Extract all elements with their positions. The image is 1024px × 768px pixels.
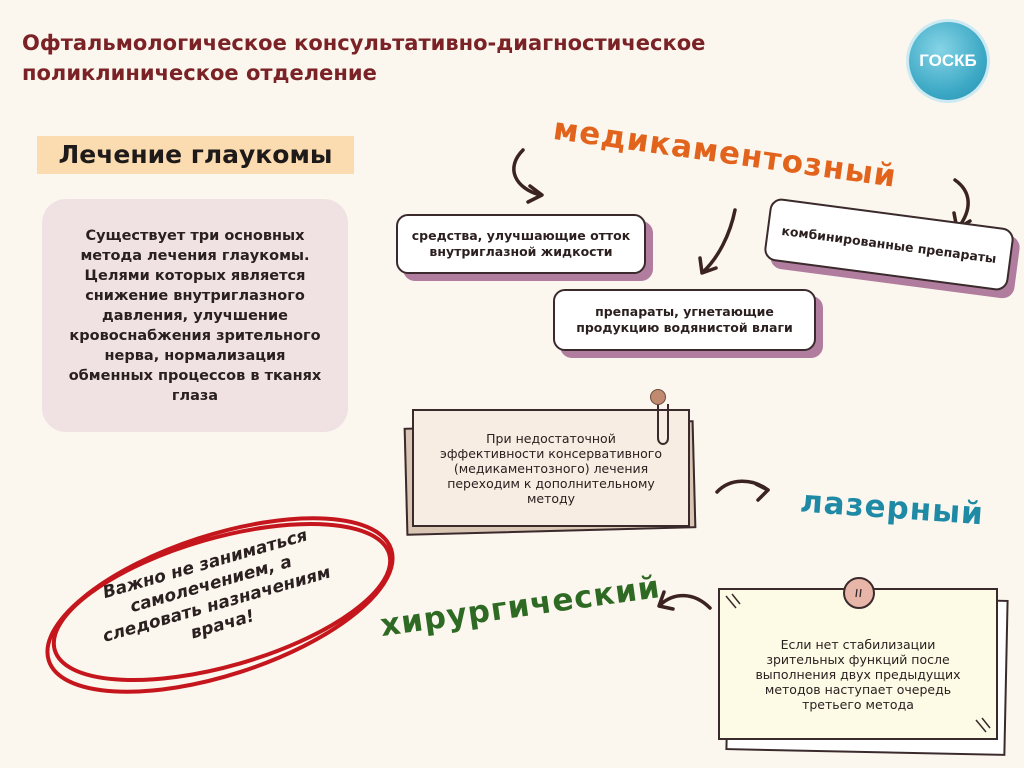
medical-item-suppression — [553, 289, 816, 351]
intro-text: Существует три основных метода лечения глаукомы. Целями которых является снижение внутриглазного давления, улучшение кровоснабжения зрительного нерва, нормализация обменных процессов в тканях глаза — [68, 227, 322, 404]
method-surgical-label: хирургический — [377, 569, 663, 644]
method-laser-label: лазерный — [798, 483, 986, 533]
medical-item-2-text: препараты, угнетающие продукцию водянистой влаги — [576, 304, 793, 335]
medical-item-outflow — [396, 214, 646, 274]
header-line-2: поликлиническое отделение — [22, 61, 377, 85]
note2-text: Если нет стабилизации зрительных функций после выполнения двух предыдущих методов наступает очередь третьего метода — [755, 636, 961, 712]
medical-item-3-text: комбинированные препараты — [780, 222, 998, 266]
note2-corner-marks — [718, 588, 1003, 748]
paperclip-icon — [648, 388, 672, 452]
logo-text: ГОСКБ — [919, 51, 977, 70]
arrow-to-item2 — [703, 210, 735, 272]
page-title: Лечение глаукомы — [37, 136, 354, 174]
header-line-1: Офтальмологическое консультативно-диагностическое — [22, 31, 706, 55]
note1-text: При недостаточной эффективности консервативного (медикаментозного) лечения переходим к дополнительному методу — [439, 430, 663, 506]
medical-item-1-text: средства, улучшающие отток внутриглазной жидкости — [411, 228, 631, 259]
arrow-to-item1 — [514, 150, 540, 195]
method-medical-label: медикаментозный — [550, 111, 899, 195]
self-treatment-warning: Важно не заниматься самолечением, а следовать назначениям врача! — [100, 525, 334, 647]
